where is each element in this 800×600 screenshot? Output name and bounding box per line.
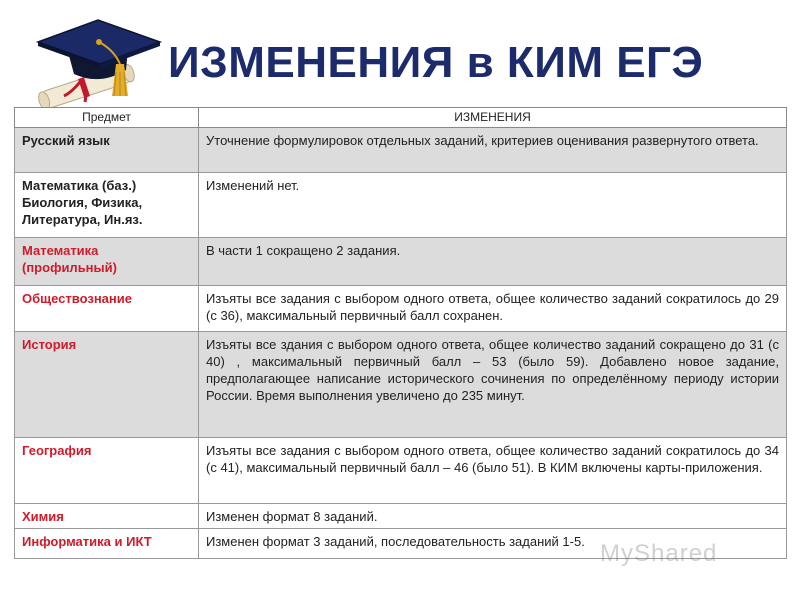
subject-cell: География bbox=[15, 438, 199, 504]
page-title: ИЗМЕНЕНИЯ в КИМ ЕГЭ bbox=[168, 38, 704, 87]
change-cell: Уточнение формулировок отдельных заданий, критериев оценивания развернутого ответа. bbox=[199, 128, 787, 173]
watermark: MyShared bbox=[600, 540, 718, 567]
subject-cell: Математика (баз.) Биология, Физика, Литература, Ин.яз. bbox=[15, 173, 199, 238]
change-cell: Изменен формат 3 заданий, последовательность заданий 1-5. bbox=[199, 529, 787, 559]
table-row bbox=[15, 238, 787, 286]
subject-cell: История bbox=[15, 332, 199, 438]
table-header-row bbox=[15, 108, 787, 128]
header-subject: Предмет bbox=[15, 108, 199, 128]
table-row bbox=[15, 438, 787, 504]
table-row bbox=[15, 173, 787, 238]
changes-table bbox=[14, 107, 787, 559]
change-cell: В части 1 сокращено 2 задания. bbox=[199, 238, 787, 286]
subject-cell: Химия bbox=[15, 504, 199, 529]
table-row bbox=[15, 286, 787, 332]
table-row bbox=[15, 128, 787, 173]
table-row bbox=[15, 504, 787, 529]
subject-cell: Математика (профильный) bbox=[15, 238, 199, 286]
change-cell: Изъяты все здания с выбором одного ответа, общее количество заданий сокращено до 31 (с 40) , максимальный первичный балл – 53 (было 59). Добавлено новое задание, предполагающее написание исторического сочинения по определённому периоду истории России. Время выполнения увеличено до 235 минут. bbox=[199, 332, 787, 438]
graduation-cap-diploma-icon bbox=[28, 12, 168, 112]
change-cell: Изменен формат 8 заданий. bbox=[199, 504, 787, 529]
table-row bbox=[15, 332, 787, 438]
change-cell: Изменений нет. bbox=[199, 173, 787, 238]
change-cell: Изъяты все задания с выбором одного ответа, общее количество заданий сократилось до 34 (с 41), максимальный первичный балл – 46 (было 51). В КИМ включены карты-приложения. bbox=[199, 438, 787, 504]
change-cell: Изъяты все задания с выбором одного ответа, общее количество заданий сократилось до 29 (с 36), максимальный первичный балл сохранен. bbox=[199, 286, 787, 332]
header-changes: ИЗМЕНЕНИЯ bbox=[199, 108, 787, 128]
subject-cell: Обществознание bbox=[15, 286, 199, 332]
subject-cell: Информатика и ИКТ bbox=[15, 529, 199, 559]
subject-cell: Русский язык bbox=[15, 128, 199, 173]
